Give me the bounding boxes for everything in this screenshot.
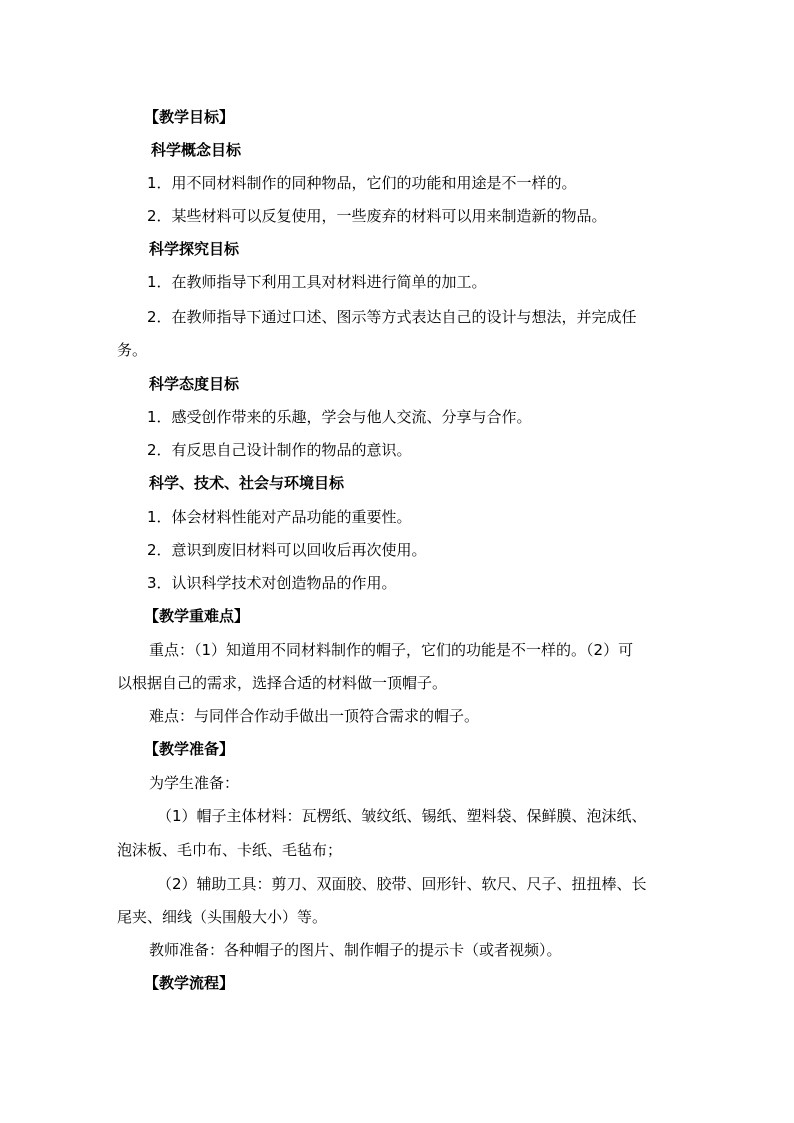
prep-students-label: 为学生准备：	[149, 774, 240, 792]
stse-item-1: 1．体会材料性能对产品功能的重要性。	[147, 508, 412, 526]
section-heading-process: 【教学流程】	[144, 974, 235, 992]
section-heading-goals: 【教学目标】	[144, 108, 235, 126]
difficulty-line: 难点：与同伴合作动手做出一顶符合需求的帽子。	[149, 707, 480, 725]
stse-item-3: 3．认识科学技术对创造物品的作用。	[147, 574, 397, 592]
inquiry-item-2: 2．在教师指导下通过口述、图示等方式表达自己的设计与想法，并完成任	[147, 308, 637, 326]
section-heading-key-points: 【教学重难点】	[144, 607, 250, 625]
heading-science-inquiry: 科学探究目标	[149, 240, 240, 258]
inquiry-item-1: 1．在教师指导下利用工具对材料进行简单的加工。	[147, 273, 487, 291]
stse-item-2: 2．意识到废旧材料可以回收后再次使用。	[147, 541, 427, 559]
attitude-item-2: 2．有反思自己设计制作的物品的意识。	[147, 441, 412, 459]
heading-science-concept: 科学概念目标	[151, 141, 242, 159]
prep-teacher: 教师准备：各种帽子的图片、制作帽子的提示卡（或者视频）。	[149, 941, 562, 959]
prep-item-1-cont: 泡沫板、毛巾布、卡纸、毛毡布；	[117, 841, 343, 859]
key-point-line-1: 重点：（1）知道用不同材料制作的帽子，它们的功能是不一样的。（2）可	[149, 641, 634, 659]
heading-science-attitude: 科学态度目标	[149, 375, 240, 393]
inquiry-item-2-cont: 务。	[117, 341, 148, 359]
prep-item-1: （1）帽子主体材料：瓦楞纸、皱纹纸、锡纸、塑料袋、保鲜膜、泡沫纸、	[157, 807, 647, 825]
key-point-line-2: 以根据自己的需求，选择合适的材料做一顶帽子。	[117, 674, 448, 692]
prep-item-2: （2）辅助工具：剪刀、双面胶、胶带、回形针、软尺、尺子、扭扭棒、长	[157, 875, 647, 893]
concept-item-1: 1．用不同材料制作的同种物品，它们的功能和用途是不一样的。	[147, 174, 577, 192]
prep-item-2-cont: 尾夹、细线（头围般大小）等。	[117, 908, 328, 926]
section-heading-prep: 【教学准备】	[144, 740, 235, 758]
attitude-item-1: 1．感受创作带来的乐趣，学会与他人交流、分享与合作。	[147, 408, 532, 426]
concept-item-2: 2．某些材料可以反复使用，一些废弃的材料可以用来制造新的物品。	[147, 207, 607, 225]
heading-stse: 科学、技术、社会与环境目标	[149, 474, 345, 492]
